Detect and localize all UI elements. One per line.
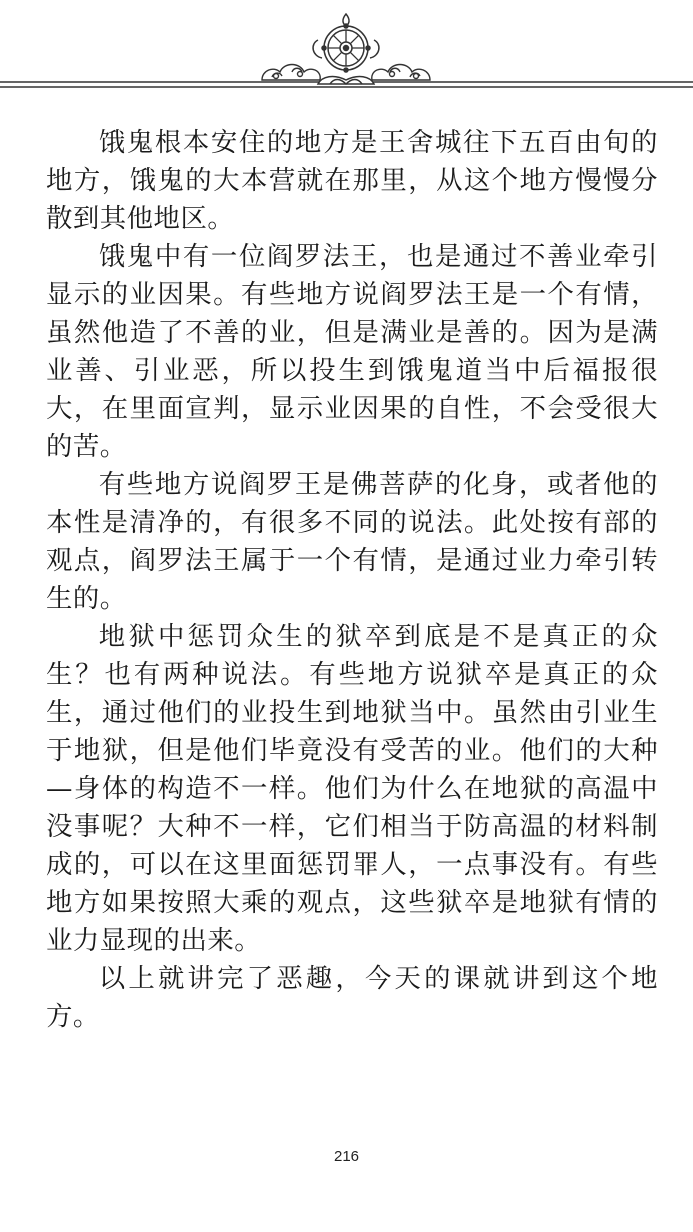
paragraph: 饿鬼根本安住的地方是王舍城往下五百由旬的地方，饿鬼的大本营就在那里，从这个地方慢慢分散到其他地区。 bbox=[46, 127, 658, 234]
paragraph: 饿鬼中有一位阎罗法王，也是通过不善业牵引显示的业因果。有些地方说阎罗法王是一个有情，虽然他造了不善的业，但是满业是善的。因为是满业善、引业恶，所以投生到饿鬼道当中后福报很大，在里面宣判，显示业因果的自性，不会受很大的苦。 bbox=[46, 241, 658, 462]
header-ornament bbox=[0, 0, 693, 112]
page-header bbox=[0, 0, 693, 112]
paragraph: 有些地方说阎罗王是佛菩萨的化身，或者他的本性是清净的，有很多不同的说法。此处按有部的观点，阎罗法王属于一个有情，是通过业力牵引转生的。 bbox=[46, 469, 658, 614]
paragraph: 以上就讲完了恶趣，今天的课就讲到这个地方。 bbox=[46, 963, 658, 1032]
cloud-left-icon bbox=[262, 65, 320, 81]
cloud-right-icon bbox=[372, 65, 430, 81]
page-number: 216 bbox=[333, 1148, 360, 1165]
page-body bbox=[46, 124, 658, 1036]
paragraph: 地狱中惩罚众生的狱卒到底是不是真正的众生？也有两种说法。有些地方说狱卒是真正的众生，通过他们的业投生到地狱当中。虽然由引业生于地狱，但是他们毕竟没有受苦的业。他们的大种—身体的构造不一样。他们为什么在地狱的高温中没事呢？大种不一样，它们相当于防高温的材料制成的，可以在这里面惩罚罪人，一点事没有。有些地方如果按照大乘的观点，这些狱卒是地狱有情的业力显现的出来。 bbox=[46, 621, 658, 956]
dharma-wheel-icon bbox=[313, 14, 379, 84]
